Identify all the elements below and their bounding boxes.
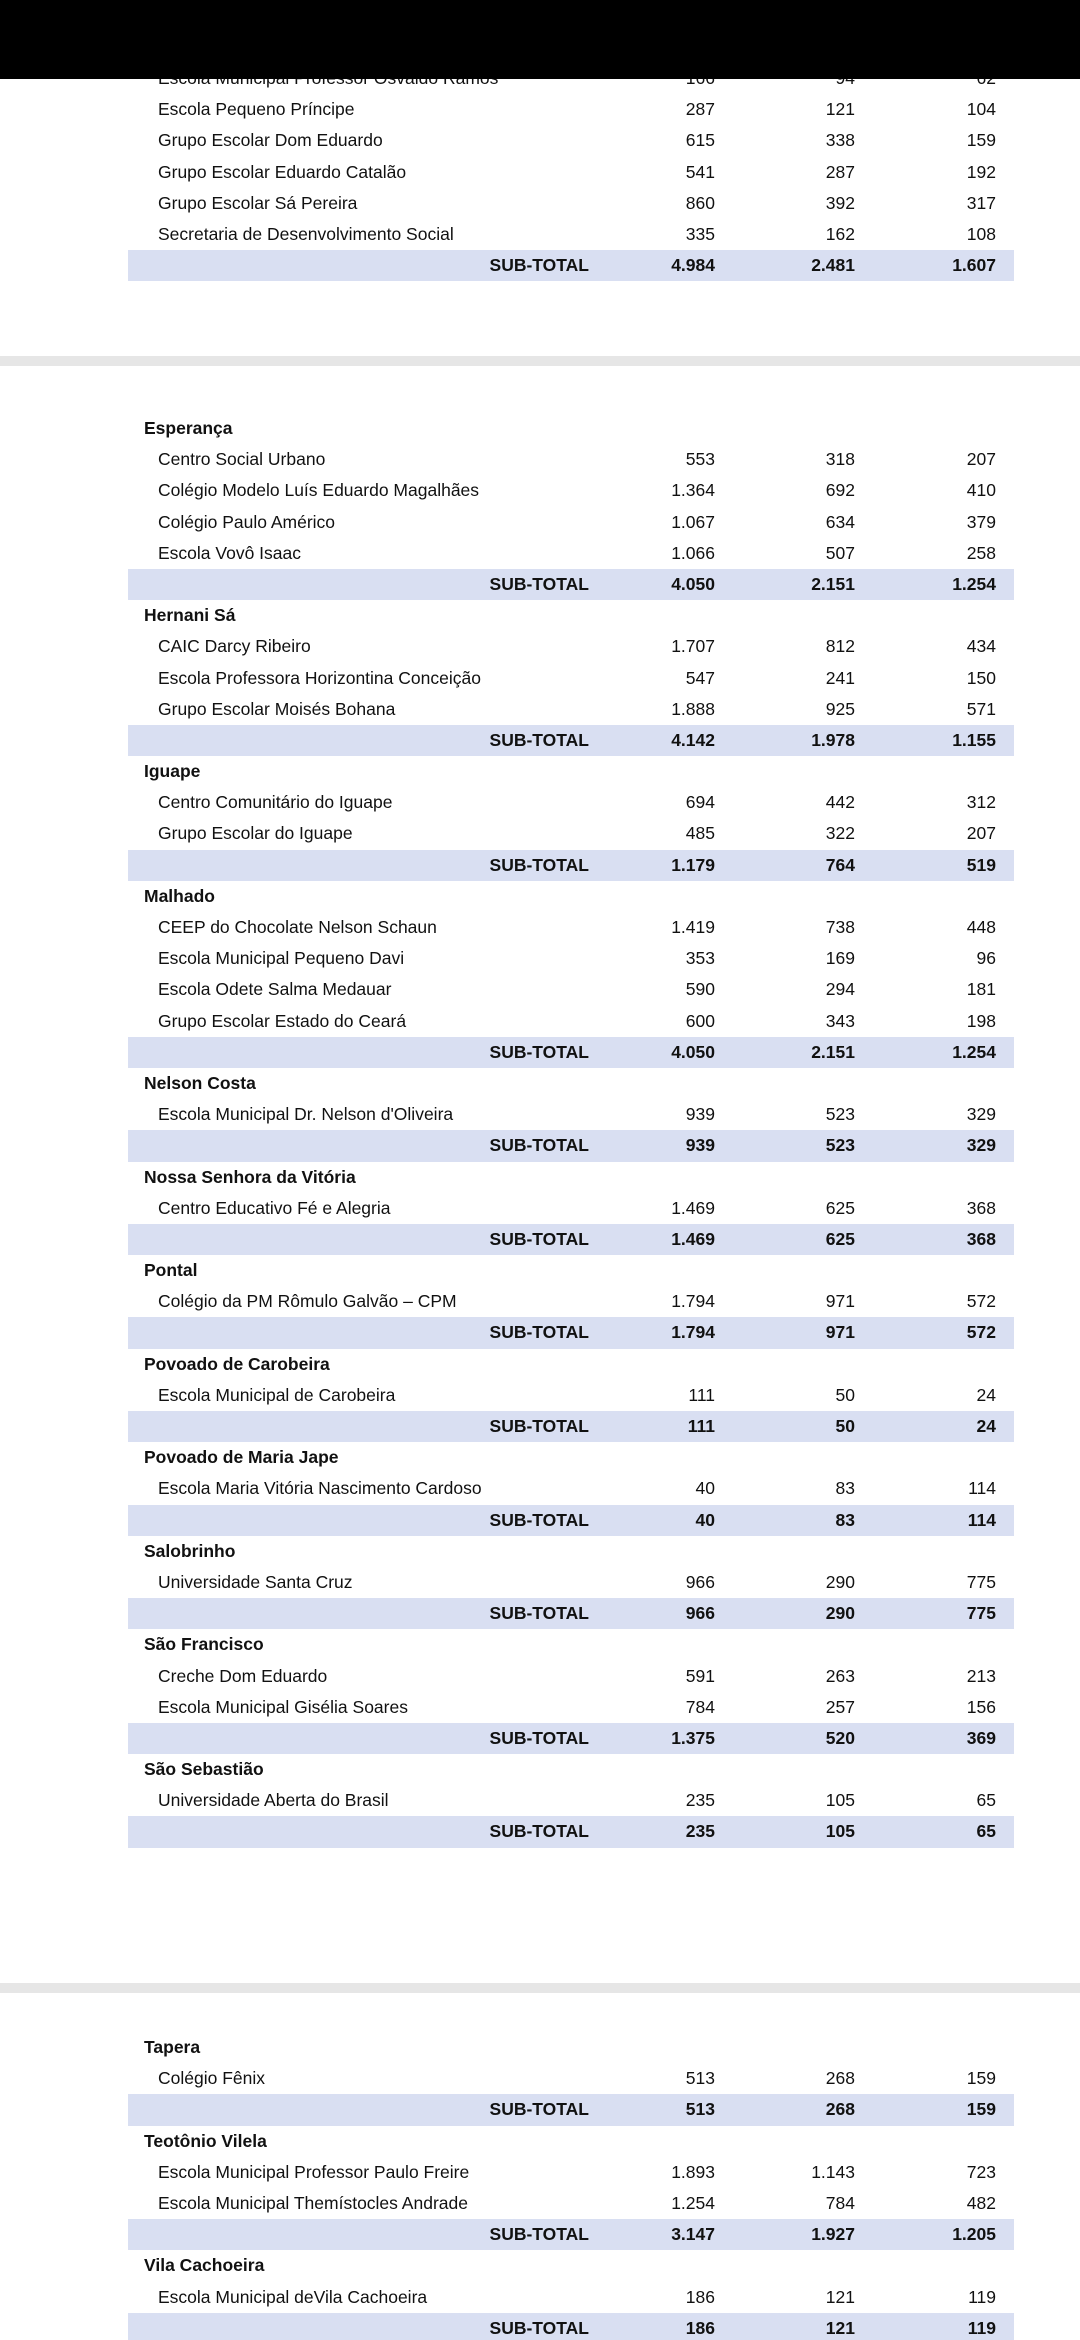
- top-black-bar: [0, 0, 1080, 79]
- school-name: Grupo Escolar do Iguape: [158, 823, 353, 844]
- school-name: Escola Maria Vitória Nascimento Cardoso: [158, 1478, 482, 1499]
- value-col-3: 379: [966, 511, 996, 532]
- value-col-3: 114: [968, 1478, 996, 1499]
- table-row: [128, 974, 1014, 1005]
- value-col-3: 159: [966, 2068, 996, 2089]
- subtotal-label: SUB-TOTAL: [489, 1322, 589, 1343]
- value-col-1: 966: [685, 1571, 715, 1592]
- group-header-row: [128, 1754, 1014, 1785]
- value-col-1: 784: [685, 1696, 715, 1717]
- value-col-3: 150: [966, 667, 996, 688]
- subtotal-row: [128, 1598, 1014, 1629]
- value-col-2: 442: [825, 792, 855, 813]
- school-name: Escola Municipal Themístocles Andrade: [158, 2192, 468, 2213]
- value-col-2: 392: [825, 192, 855, 213]
- value-col-2: 290: [825, 1571, 855, 1592]
- value-col-1: 235: [685, 1790, 715, 1811]
- value-col-2: 318: [825, 449, 855, 470]
- value-col-1: 1.794: [671, 1291, 715, 1312]
- subtotal-value-3: 65: [976, 1821, 996, 1842]
- group-header-row: [128, 600, 1014, 631]
- subtotal-row: [128, 1816, 1014, 1847]
- group-name: Nelson Costa: [144, 1072, 256, 1093]
- subtotal-label: SUB-TOTAL: [489, 1603, 589, 1624]
- subtotal-value-2: 520: [825, 1727, 855, 1748]
- group-name: Malhado: [144, 885, 215, 906]
- group-name: Povoado de Maria Jape: [144, 1447, 339, 1468]
- value-col-2: 523: [825, 1104, 855, 1125]
- subtotal-value-3: 1.254: [952, 573, 996, 594]
- school-name: Centro Comunitário do Iguape: [158, 792, 393, 813]
- subtotal-row: [128, 1037, 1014, 1068]
- group-header-row: [128, 1349, 1014, 1380]
- value-col-1: 1.066: [671, 542, 715, 563]
- value-col-3: 104: [966, 99, 996, 120]
- school-name: Creche Dom Eduardo: [158, 1665, 328, 1686]
- value-col-1: 513: [685, 2068, 715, 2089]
- subtotal-label: SUB-TOTAL: [489, 1509, 589, 1530]
- value-col-3: 329: [966, 1104, 996, 1125]
- school-name: Escola Odete Salma Medauar: [158, 979, 392, 1000]
- subtotal-value-1: 4.142: [671, 729, 715, 750]
- value-col-3: 24: [976, 1384, 996, 1405]
- enrollment-table-page-2: [128, 413, 1014, 1848]
- value-col-1: 939: [685, 1104, 715, 1125]
- subtotal-value-2: 2.151: [811, 573, 855, 594]
- subtotal-value-3: 1.254: [952, 1041, 996, 1062]
- subtotal-value-2: 2.481: [811, 255, 855, 276]
- subtotal-value-1: 966: [685, 1603, 715, 1624]
- subtotal-value-1: 3.147: [671, 2224, 715, 2245]
- subtotal-value-3: 519: [966, 854, 996, 875]
- school-name: Colégio Modelo Luís Eduardo Magalhães: [158, 480, 480, 501]
- value-col-3: 96: [976, 948, 996, 969]
- value-col-2: 784: [825, 2192, 855, 2213]
- table-row: [128, 2188, 1014, 2219]
- school-name: Escola Municipal Professor Paulo Freire: [158, 2161, 470, 2182]
- subtotal-value-3: 368: [966, 1228, 996, 1249]
- value-col-2: 322: [825, 823, 855, 844]
- subtotal-value-3: 114: [967, 1509, 996, 1530]
- value-col-3: 213: [966, 1665, 996, 1686]
- group-name: Hernani Sá: [144, 605, 236, 626]
- subtotal-value-1: 111: [687, 1416, 715, 1436]
- table-row: [128, 1692, 1014, 1723]
- table-row: [128, 2157, 1014, 2188]
- subtotal-value-3: 572: [966, 1322, 996, 1343]
- value-col-3: 434: [966, 636, 996, 657]
- table-row: [128, 1193, 1014, 1224]
- group-header-row: [128, 2032, 1014, 2063]
- value-col-1: 1.888: [671, 698, 715, 719]
- group-name: Teotônio Vilela: [144, 2130, 267, 2151]
- table-row: [128, 94, 1014, 125]
- group-name: Povoado de Carobeira: [144, 1353, 330, 1374]
- table-row: [128, 943, 1014, 974]
- value-col-2: 83: [835, 1478, 855, 1499]
- school-name: Colégio Fênix: [158, 2068, 265, 2089]
- table-row: [128, 912, 1014, 943]
- subtotal-value-1: 513: [685, 2099, 715, 2120]
- group-header-row: [128, 881, 1014, 912]
- subtotal-value-1: 4.050: [671, 573, 715, 594]
- value-col-1: 615: [685, 130, 715, 151]
- school-name: CAIC Darcy Ribeiro: [158, 636, 311, 657]
- group-header-row: [128, 756, 1014, 787]
- subtotal-value-1: 1.179: [671, 854, 715, 875]
- value-col-1: 40: [695, 1478, 715, 1499]
- school-name: Escola Municipal Dr. Nelson d'Oliveira: [158, 1104, 454, 1125]
- table-row: [128, 1661, 1014, 1692]
- table-row: [128, 818, 1014, 849]
- school-name: Universidade Santa Cruz: [158, 1571, 353, 1592]
- value-col-2: 268: [825, 2068, 855, 2089]
- subtotal-row: [128, 2094, 1014, 2125]
- subtotal-label: SUB-TOTAL: [489, 2099, 589, 2120]
- subtotal-value-3: 329: [966, 1135, 996, 1156]
- subtotal-value-2: 121: [825, 2317, 855, 2338]
- table-row: [128, 1473, 1014, 1504]
- value-col-2: 812: [825, 636, 855, 657]
- group-name: Vila Cachoeira: [144, 2255, 265, 2276]
- subtotal-row: [128, 1317, 1014, 1348]
- table-row: [128, 219, 1014, 250]
- value-col-3: 207: [966, 823, 996, 844]
- value-col-1: 1.707: [671, 636, 715, 657]
- value-col-2: 738: [825, 917, 855, 937]
- subtotal-row: [128, 1505, 1014, 1536]
- subtotal-value-1: 40: [695, 1509, 715, 1530]
- page-separator: [0, 1983, 1080, 1993]
- value-col-3: 65: [976, 1790, 996, 1811]
- subtotal-row: [128, 2313, 1014, 2340]
- subtotal-label: SUB-TOTAL: [489, 1727, 589, 1748]
- subtotal-label: SUB-TOTAL: [489, 1821, 589, 1842]
- school-name: Grupo Escolar Estado do Ceará: [158, 1010, 407, 1031]
- table-row: [128, 444, 1014, 475]
- table-row: [128, 631, 1014, 662]
- school-name: Escola Professora Horizontina Conceição: [158, 667, 481, 688]
- table-row: [128, 125, 1014, 156]
- subtotal-value-1: 1.375: [671, 1727, 715, 1748]
- value-col-3: 312: [966, 792, 996, 813]
- value-col-3: 119: [968, 2286, 996, 2307]
- subtotal-value-3: 1.607: [952, 255, 996, 276]
- group-name: Salobrinho: [144, 1540, 236, 1561]
- subtotal-value-3: 369: [966, 1727, 996, 1748]
- value-col-3: 775: [966, 1571, 996, 1592]
- school-name: Escola Municipal deVila Cachoeira: [158, 2286, 428, 2307]
- subtotal-value-2: 2.151: [811, 1041, 855, 1062]
- school-name: Escola Municipal Pequeno Davi: [158, 948, 405, 969]
- subtotal-row: [128, 250, 1014, 281]
- value-col-1: 1.893: [671, 2161, 715, 2182]
- value-col-2: 971: [825, 1291, 855, 1312]
- table-row: [128, 475, 1014, 506]
- subtotal-row: [128, 1224, 1014, 1255]
- value-col-3: 156: [966, 1696, 996, 1717]
- group-name: Iguape: [144, 761, 201, 782]
- value-col-3: 198: [966, 1010, 996, 1031]
- value-col-1: 485: [685, 823, 715, 844]
- school-name: Grupo Escolar Dom Eduardo: [158, 130, 383, 151]
- subtotal-value-2: 83: [835, 1509, 855, 1530]
- subtotal-label: SUB-TOTAL: [489, 1135, 589, 1156]
- value-col-1: 186: [685, 2286, 715, 2307]
- subtotal-row: [128, 569, 1014, 600]
- subtotal-value-2: 1.978: [811, 729, 855, 750]
- value-col-2: 692: [825, 480, 855, 501]
- subtotal-row: [128, 1723, 1014, 1754]
- school-name: Escola Municipal Gisélia Soares: [158, 1696, 408, 1717]
- value-col-3: 258: [966, 542, 996, 563]
- group-name: São Sebastião: [144, 1759, 264, 1780]
- school-name: Centro Social Urbano: [158, 449, 326, 470]
- table-row: [128, 1099, 1014, 1130]
- value-col-2: 169: [825, 948, 855, 969]
- value-col-2: 343: [825, 1010, 855, 1031]
- table-row: [128, 1567, 1014, 1598]
- subtotal-value-3: 1.155: [952, 729, 996, 750]
- value-col-1: 1.419: [671, 917, 715, 937]
- page-separator: [0, 356, 1080, 366]
- value-col-3: 571: [966, 698, 996, 719]
- value-col-1: 591: [685, 1665, 715, 1686]
- school-name: CEEP do Chocolate Nelson Schaun: [158, 917, 437, 937]
- value-col-1: 287: [685, 99, 715, 120]
- enrollment-table-page-1: [128, 63, 1014, 281]
- value-col-1: 111: [688, 1384, 715, 1405]
- group-header-row: [128, 1068, 1014, 1099]
- subtotal-value-1: 1.794: [671, 1322, 715, 1343]
- value-col-1: 590: [685, 979, 715, 1000]
- table-row: [128, 663, 1014, 694]
- value-col-1: 860: [685, 192, 715, 213]
- value-col-2: 287: [825, 161, 855, 182]
- subtotal-label: SUB-TOTAL: [489, 573, 589, 594]
- subtotal-value-3: 119: [967, 2317, 996, 2338]
- subtotal-value-2: 971: [825, 1322, 855, 1343]
- value-col-1: 547: [685, 667, 715, 688]
- group-name: Esperança: [144, 418, 233, 438]
- value-col-2: 507: [825, 542, 855, 563]
- table-row: [128, 1286, 1014, 1317]
- value-col-1: 1.469: [671, 1197, 715, 1218]
- document-page-3: [0, 1993, 1080, 2340]
- subtotal-value-2: 523: [825, 1135, 855, 1156]
- subtotal-label: SUB-TOTAL: [489, 1228, 589, 1249]
- value-col-2: 338: [825, 130, 855, 151]
- value-col-2: 257: [825, 1696, 855, 1717]
- value-col-2: 50: [835, 1384, 855, 1405]
- value-col-1: 541: [685, 161, 715, 182]
- subtotal-value-2: 268: [825, 2099, 855, 2120]
- subtotal-value-3: 159: [966, 2099, 996, 2120]
- subtotal-row: [128, 2219, 1014, 2250]
- value-col-3: 207: [966, 449, 996, 470]
- value-col-2: 294: [825, 979, 855, 1000]
- subtotal-value-1: 4.050: [671, 1041, 715, 1062]
- subtotal-row: [128, 1130, 1014, 1161]
- group-header-row: [128, 1442, 1014, 1473]
- value-col-1: 335: [685, 223, 715, 244]
- subtotal-value-1: 186: [685, 2317, 715, 2338]
- group-name: São Francisco: [144, 1634, 264, 1655]
- subtotal-label: SUB-TOTAL: [489, 729, 589, 750]
- value-col-3: 192: [966, 161, 996, 182]
- subtotal-value-1: 4.984: [671, 255, 715, 276]
- value-col-3: 723: [966, 2161, 996, 2182]
- value-col-2: 925: [825, 698, 855, 719]
- school-name: Escola Pequeno Príncipe: [158, 99, 355, 120]
- value-col-3: 410: [966, 480, 996, 501]
- subtotal-label: SUB-TOTAL: [489, 1041, 589, 1062]
- value-col-2: 121: [825, 2286, 855, 2307]
- subtotal-value-2: 764: [825, 854, 855, 875]
- value-col-1: 600: [685, 1010, 715, 1031]
- value-col-2: 121: [825, 99, 855, 120]
- value-col-3: 368: [966, 1197, 996, 1218]
- value-col-1: 553: [685, 449, 715, 470]
- subtotal-label: SUB-TOTAL: [489, 2317, 589, 2338]
- enrollment-table-page-3: [128, 2032, 1014, 2340]
- subtotal-label: SUB-TOTAL: [489, 2224, 589, 2245]
- value-col-3: 108: [966, 223, 996, 244]
- subtotal-value-2: 1.927: [811, 2224, 855, 2245]
- table-row: [128, 157, 1014, 188]
- school-name: Escola Municipal de Carobeira: [158, 1384, 396, 1405]
- table-row: [128, 507, 1014, 538]
- group-name: Nossa Senhora da Vitória: [144, 1166, 356, 1187]
- subtotal-row: [128, 1411, 1014, 1442]
- group-header-row: [128, 1162, 1014, 1193]
- school-name: Grupo Escolar Moisés Bohana: [158, 698, 396, 719]
- value-col-2: 263: [825, 1665, 855, 1686]
- value-col-1: 694: [685, 792, 715, 813]
- subtotal-value-1: 235: [685, 1821, 715, 1842]
- group-header-row: [128, 1255, 1014, 1286]
- subtotal-value-3: 24: [976, 1416, 996, 1436]
- school-name: Centro Educativo Fé e Alegria: [158, 1197, 391, 1218]
- subtotal-value-3: 775: [966, 1603, 996, 1624]
- value-col-3: 181: [966, 979, 996, 1000]
- group-header-row: [128, 1536, 1014, 1567]
- value-col-1: 1.254: [671, 2192, 715, 2213]
- table-row: [128, 1785, 1014, 1816]
- table-row: [128, 538, 1014, 569]
- table-row: [128, 1006, 1014, 1037]
- subtotal-label: SUB-TOTAL: [489, 854, 589, 875]
- group-header-row: [128, 2126, 1014, 2157]
- value-col-2: 625: [825, 1197, 855, 1218]
- subtotal-value-2: 50: [835, 1416, 855, 1436]
- value-col-3: 482: [966, 2192, 996, 2213]
- subtotal-value-1: 939: [685, 1135, 715, 1156]
- table-row: [128, 1380, 1014, 1411]
- table-row: [128, 2063, 1014, 2094]
- value-col-2: 105: [825, 1790, 855, 1811]
- document-page-2: [0, 366, 1080, 1983]
- subtotal-value-2: 290: [825, 1603, 855, 1624]
- school-name: Grupo Escolar Eduardo Catalão: [158, 161, 407, 182]
- value-col-2: 634: [825, 511, 855, 532]
- table-row: [128, 2282, 1014, 2313]
- value-col-3: 448: [966, 917, 996, 937]
- group-header-row: [128, 1629, 1014, 1660]
- group-header-row: [128, 413, 1014, 444]
- subtotal-value-2: 625: [825, 1228, 855, 1249]
- group-name: Pontal: [144, 1260, 198, 1281]
- value-col-2: 1.143: [811, 2161, 855, 2182]
- subtotal-label: SUB-TOTAL: [489, 1416, 589, 1436]
- subtotal-label: SUB-TOTAL: [489, 255, 589, 276]
- subtotal-row: [128, 850, 1014, 881]
- value-col-2: 162: [825, 223, 855, 244]
- group-name: Tapera: [144, 2037, 201, 2057]
- school-name: Colégio da PM Rômulo Galvão – CPM: [158, 1291, 457, 1312]
- subtotal-value-2: 105: [825, 1821, 855, 1842]
- table-row: [128, 694, 1014, 725]
- school-name: Colégio Paulo Américo: [158, 511, 336, 532]
- value-col-2: 241: [825, 667, 855, 688]
- table-row: [128, 188, 1014, 219]
- group-header-row: [128, 2250, 1014, 2281]
- school-name: Grupo Escolar Sá Pereira: [158, 192, 358, 213]
- school-name: Escola Vovô Isaac: [158, 542, 301, 563]
- school-name: Secretaria de Desenvolvimento Social: [158, 223, 454, 244]
- value-col-1: 1.067: [671, 511, 715, 532]
- value-col-3: 159: [966, 130, 996, 151]
- value-col-1: 353: [685, 948, 715, 969]
- subtotal-row: [128, 725, 1014, 756]
- value-col-3: 317: [966, 192, 996, 213]
- value-col-1: 1.364: [671, 480, 715, 501]
- subtotal-value-1: 1.469: [671, 1228, 715, 1249]
- school-name: Universidade Aberta do Brasil: [158, 1790, 389, 1811]
- value-col-3: 572: [966, 1291, 996, 1312]
- subtotal-value-3: 1.205: [952, 2224, 996, 2245]
- table-row: [128, 787, 1014, 818]
